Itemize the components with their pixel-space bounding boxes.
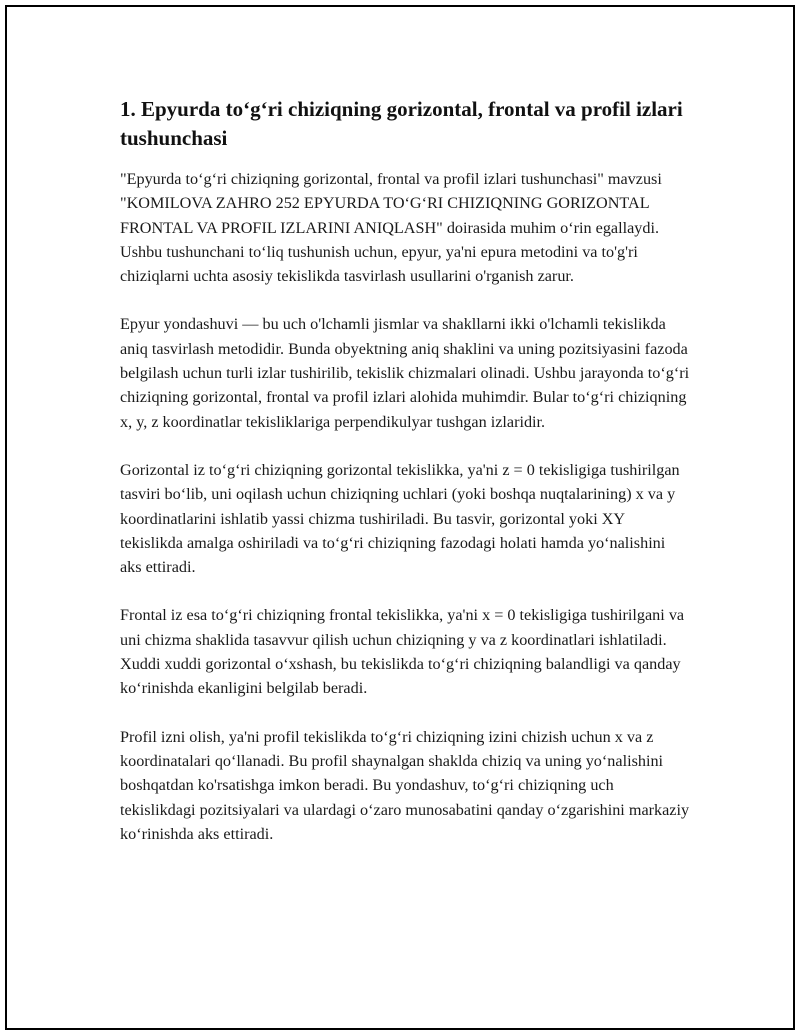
paragraph-epyur-approach: Epyur yondashuvi — bu uch o'lchamli jismlar va shakllarni ikki o'lchamli tekislikda aniq tasvirlash metodidir. Bunda obyektning aniq shaklini va uning pozitsiyasini fazoda belgilash uchun turli izlar tushirilib, tekislik chizmalari olinadi. Ushbu jarayonda to‘g‘ri chiziqning gorizontal, frontal va profil izlari alohida muhimdir. Bular to‘g‘ri chiziqning x, y, z koordinatlar tekisliklariga perpendikulyar tushgan izlaridir. — [120, 315, 690, 431]
document-content — [120, 95, 690, 870]
paragraph-frontal-trace: Frontal iz esa to‘g‘ri chiziqning frontal tekislikka, ya'ni x = 0 tekisligiga tushirilgani va uni chizma shaklida tasavvur qilish uchun chiziqning y va z koordinatlari ishlatiladi. Xuddi xuddi gorizontal o‘xshash, bu tekislikda to‘g‘ri chiziqning balandligi va qanday ko‘rinishda ekanligini belgilab beradi. — [120, 606, 685, 698]
paragraph-intro: "Epyurda to‘g‘ri chiziqning gorizontal, frontal va profil izlari tushunchasi" mavzusi "KOMILOVA ZAHRO 252 EPYURDA TO‘G‘RI CHIZIQNING GORIZONTAL FRONTAL VA PROFIL IZLARINI ANIQLASH" doirasida muhim o‘rin egallaydi. Ushbu tushunchani to‘liq tushunish uchun, epyur, ya'ni epura metodini va to'g'ri chiziqlarni uchta asosiy tekislikda tasvirlash usullarini o'rganish zarur. — [120, 170, 662, 286]
document-page — [5, 5, 795, 1030]
paragraph-horizontal-trace: Gorizontal iz to‘g‘ri chiziqning gorizontal tekislikka, ya'ni z = 0 tekisligiga tushirilgan tasviri bo‘lib, uni oqilash uchun chiziqning uchlari (yoki boshqa nuqtalarining) x va y koordinatlarini ishlatib yassi chizma tushiriladi. Bu tasvir, gorizontal yoki XY tekislikda amalga oshiriladi va to‘g‘ri chiziqning fazodagi holati hamda yo‘nalishini aks ettiradi. — [120, 460, 680, 577]
section-heading: 1. Epyurda to‘g‘ri chiziqning gorizontal, frontal va profil izlari tushunchasi — [120, 97, 683, 150]
paragraph-profile-trace: Profil izni olish, ya'ni profil tekislikda to‘g‘ri chiziqning izini chizish uchun x va z koordinatalari qo‘llanadi. Bu profil shaynalgan shaklda chiziq va uning yo‘nalishini boshqatdan ko'rsatishga imkon beradi. Bu yondashuv, to‘g‘ri chiziqning uch tekislikdagi pozitsiyalari va ulardagi o‘zaro munosabatini qanday o‘zgarishini markaziy ko‘rinishda aks ettiradi. — [120, 727, 690, 843]
